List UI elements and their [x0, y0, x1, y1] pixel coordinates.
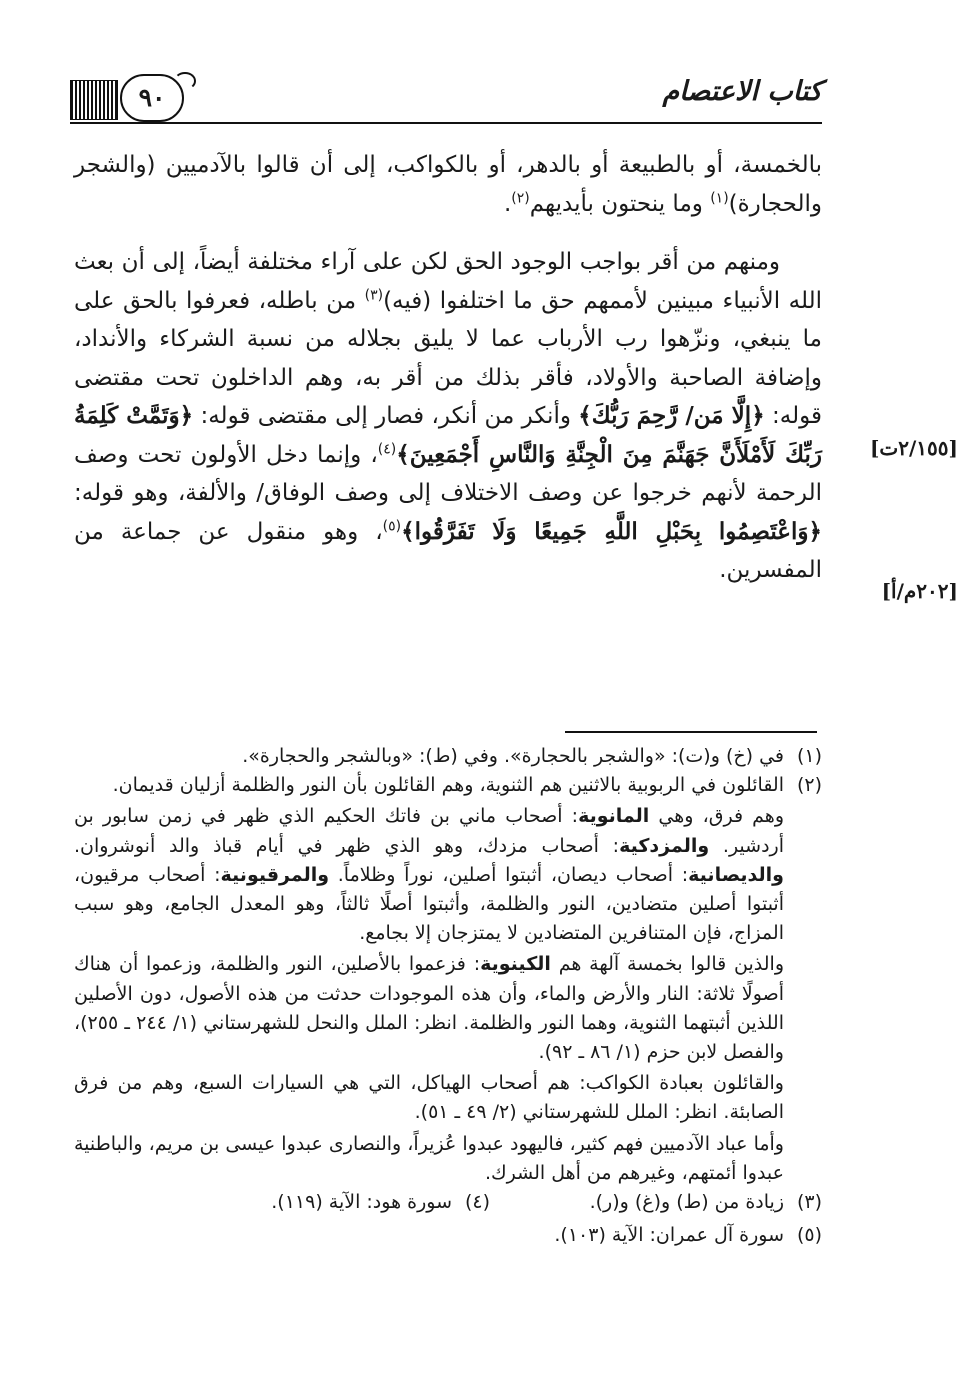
- footnote-number: (٥): [796, 1224, 822, 1247]
- footnote-2: (٢) القائلون في الربوبية بالاثنين هم الثنوية، وهم القائلون بأن النور والظلمة أزليان قديمان. وهم فرق، وهي المانوية: أصحاب ماني بن فاتك الحكيم الذي ظهر في زمن سابور بن أردشير. والمزدكية: أصحاب مزدك، وهو الذي ظهر في أيام قباذ والد أنوشروان. والديصانية: أصحاب ديصان، أثبتوا أصلين، نوراً وظلاماً. والمرقيونية: أصحاب مرقيون، أثبتوا أصلين متضادين، النور والظلمة، وأثبتوا أصلًا ثالثاً، وهو المعدل الجامع، وهو سبب المزاج، فإن المتنافرين المتضادين لا يمتزجان إلا بجامع. والذين قالوا بخمسة آلهة هم الكينوية: فزعموا بالأصلين، النور والظلمة، وزعموا أن هناك أصولًا ثلاثة: النار والأرض والماء، وأن هذه الموجودات حدثت من هذه الأصول، دون الأصلين اللذين أثبتهما الثنوية، وهما النور والظلمة. انظر: الملل والنحل للشهرستاني (١/ ٢٤٤ ـ ٢٥٥)، والفصل لابن حزم (١/ ٨٦ ـ ٩٢). والقائلون بعبادة الكواكب: هم أصحاب الهياكل، التي هي السيارات السبع، وهم من فرق الصابئة. انظر: الملل للشهرستاني (٢/ ٤٩ ـ ٥١). وأما عباد الآدميين فهم كثير، فاليهود عبدوا عُزيراً، والنصارى عبدوا عيسى بن مريم، والباطنية عبدوا أئمتهم، وغيرهم من أهل الشرك.: [74, 771, 822, 1188]
- footnote-number: (٢): [796, 774, 822, 797]
- footnote-number: (٣): [796, 1191, 822, 1214]
- page-number: ٩٠: [120, 74, 184, 122]
- footnote-ref[interactable]: (٥): [382, 517, 402, 534]
- paragraph-1: بالخمسة، أو بالطبيعة أو بالدهر، أو بالكواكب، إلى أن قالوا بالآدميين (والشجر والحجارة)$^{(١)}$ وما ينحتون بأيديهم$^{(٢)}$.: [74, 152, 822, 217]
- curl-ornament-icon: [174, 72, 196, 90]
- footnote-ref[interactable]: (٣): [364, 286, 384, 303]
- footnote-ref[interactable]: (٢): [511, 189, 530, 206]
- hatch-ornament-icon: [70, 80, 118, 120]
- footnote-1: (١) في (خ) و(ت): «والشجر بالحجارة». وفي (ط): «وبالشجر والحجارة».: [74, 742, 822, 771]
- footnote-3: (٣) زيادة من (ط) و(غ) و(ر).: [490, 1188, 822, 1217]
- quran-verse: ﴿وَتَمَّتْ كَلِمَةُ رَبِّكَ لَأَمْلَأَنَّ جَهَنَّمَ مِنَ الْجِنَّةِ وَالنَّاسِ أَجْمَعِينَ﴾: [74, 402, 822, 468]
- footnote-3-4: [74, 1188, 822, 1217]
- book-title: كتاب الاعتصام: [662, 76, 822, 107]
- page-number-ornament: [70, 72, 200, 122]
- footnote-ref[interactable]: (٤): [377, 440, 397, 457]
- margin-ref-2: [٢٠٢م/أ]: [881, 579, 958, 603]
- margin-ref-1: [٢/١٥٥ت]: [869, 436, 958, 460]
- footnote-number: (١): [796, 745, 822, 767]
- footnote-5: (٥) سورة آل عمران: الآية (١٠٣).: [74, 1221, 822, 1250]
- footnotes: [74, 742, 822, 1250]
- footnote-ref[interactable]: (١): [710, 189, 729, 206]
- header-divider: [70, 122, 822, 124]
- footnote-number: (٤): [464, 1191, 490, 1214]
- quran-verse: ﴿وَاعْتَصِمُوا بِحَبْلِ اللَّهِ جَمِيعًا وَلَا تَفَرَّقُوا﴾: [401, 517, 822, 545]
- footnote-divider: [565, 731, 817, 733]
- paragraph-2: ومنهم من أقر بواجب الوجود الحق لكن على آراء مختلفة أيضاً، إلى أن بعث الله الأنبياء مبينين لأممهم حق ما اختلفوا (فيه)$^{(٣)}$ من باطله، فعرفوا بالحق على ما ينبغي، ونزّهوا رب الأرباب عما لا يليق بجلاله من نسبة الشركاء والأنداد، وإضافة الصاحبة والأولاد، فأقر بذلك من أقر به، وهم الداخلون تحت مقتضى قوله: ﴿إِلَّا مَن/ رَّحِمَ رَبُّكَ﴾ وأنكر من أنكر، فصار إلى مقتضى قوله: ﴿وَتَمَّتْ كَلِمَةُ رَبِّكَ لَأَمْلَأَنَّ جَهَنَّمَ مِنَ الْجِنَّةِ وَالنَّاسِ أَجْمَعِينَ﴾$^{(٤)}$، وإنما دخل الأولون تحت وصف الرحمة لأنهم خرجوا عن وصف الاختلاف إلى وصف الوفاق/ والألفة، وهو قوله: ﴿وَاعْتَصِمُوا بِحَبْلِ اللَّهِ جَمِيعًا وَلَا تَفَرَّقُوا﴾$^{(٥)}$، وهو منقول عن جماعة من المفسرين.: [74, 249, 823, 583]
- main-text: [74, 146, 822, 590]
- page-header: [70, 72, 822, 126]
- footnote-4: (٤) سورة هود: الآية (١١٩).: [271, 1188, 490, 1217]
- quran-verse: ﴿إِلَّا مَن/ رَّحِمَ رَبُّكَ﴾: [578, 402, 765, 429]
